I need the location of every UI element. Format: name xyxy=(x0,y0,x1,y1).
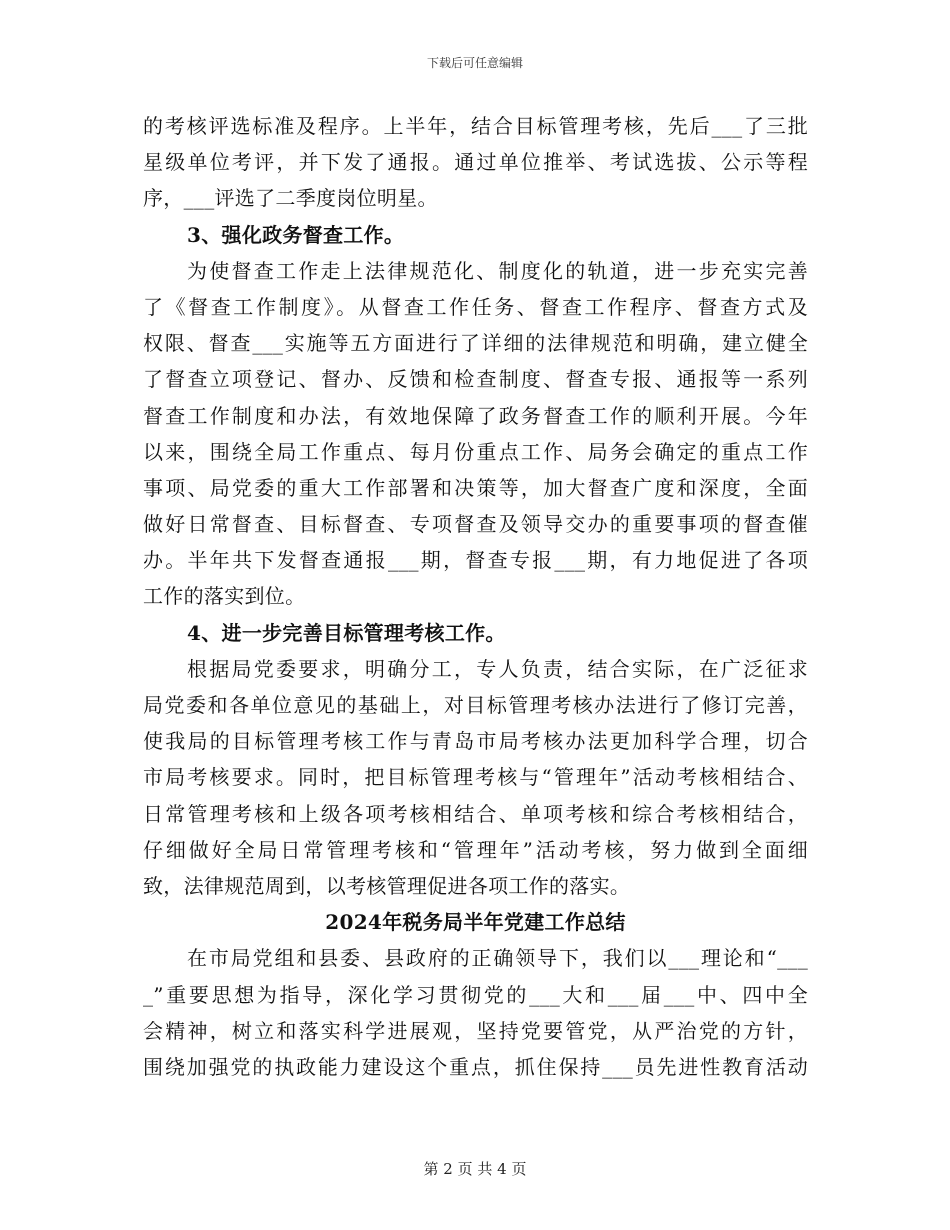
paragraph-line: 权限、督查___实施等五方面进行了详细的法律规范和明确，建立健全 xyxy=(143,331,808,356)
paragraph-line: 根据局党委要求，明确分工，专人负责，结合实际，在广泛征求 xyxy=(187,656,808,681)
paragraph-line: 工作的落实到位。 xyxy=(143,584,306,609)
paragraph-line: 仔细做好全局日常管理考核和“管理年”活动考核，努力做到全面细 xyxy=(143,837,808,862)
paragraph-line: 市局考核要求。同时，把目标管理考核与“管理年”活动考核相结合、 xyxy=(143,765,808,790)
paragraph-line: 局党委和各单位意见的基础上，对目标管理考核办法进行了修订完善， xyxy=(143,693,808,717)
document-body xyxy=(143,108,808,1085)
paragraph-line: 会精神，树立和落实科学进展观，坚持党要管党，从严治党的方针， xyxy=(143,1018,808,1043)
section-heading: 3、强化政务督查工作。 xyxy=(187,222,405,247)
paragraph-line: 了督查立项登记、督办、反馈和检查制度、督查专报、通报等一系列 xyxy=(143,367,808,392)
paragraph-line: 在市局党组和县委、县政府的正确领导下，我们以___理论和“___ xyxy=(187,946,808,971)
page-header: 下载后可任意编辑 xyxy=(426,56,523,70)
page-footer: 第 2 页 共 4 页 xyxy=(423,1160,527,1178)
section-heading: 4、进一步完善目标管理考核工作。 xyxy=(187,620,506,645)
paragraph-line: 为使督查工作走上法律规范化、制度化的轨道，进一步充实完善 xyxy=(187,258,808,283)
paragraph-line: 以来，围绕全局工作重点、每月份重点工作、局务会确定的重点工作 xyxy=(143,439,808,464)
paragraph-line: _”重要思想为指导，深化学习贯彻党的___大和___届___中、四中全 xyxy=(143,982,808,1007)
paragraph-line: 做好日常督查、目标督查、专项督查及领导交办的重要事项的督查催 xyxy=(143,512,808,537)
paragraph-line: 致，法律规范周到，以考核管理促进各项工作的落实。 xyxy=(143,873,631,898)
paragraph-line: 督查工作制度和办法，有效地保障了政务督查工作的顺利开展。今年 xyxy=(143,403,808,428)
paragraph-line: 了《督查工作制度》。从督查工作任务、督查工作程序、督查方式及 xyxy=(143,294,808,319)
paragraph-line: 使我局的目标管理考核工作与青岛市局考核办法更加科学合理，切合 xyxy=(143,729,808,754)
paragraph-line: 序，___评选了二季度岗位明星。 xyxy=(143,186,438,211)
paragraph-line: 日常管理考核和上级各项考核相结合、单项考核和综合考核相结合， xyxy=(143,801,808,826)
paragraph-line: 的考核评选标准及程序。上半年，结合目标管理考核，先后___了三批 xyxy=(143,114,808,138)
paragraph-line: 办。半年共下发督查通报___期，督查专报___期，有力地促进了各项 xyxy=(143,548,808,573)
paragraph-line: 事项、局党委的重大工作部署和决策等，加大督查广度和深度，全面 xyxy=(143,475,808,500)
document-title: 2024年税务局半年党建工作总结 xyxy=(325,910,626,935)
paragraph-line: 星级单位考评，并下发了通报。通过单位推举、考试选拔、公示等程 xyxy=(143,150,808,175)
paragraph-line: 围绕加强党的执政能力建设这个重点，抓住保持___员先进性教育活动 xyxy=(143,1054,808,1079)
